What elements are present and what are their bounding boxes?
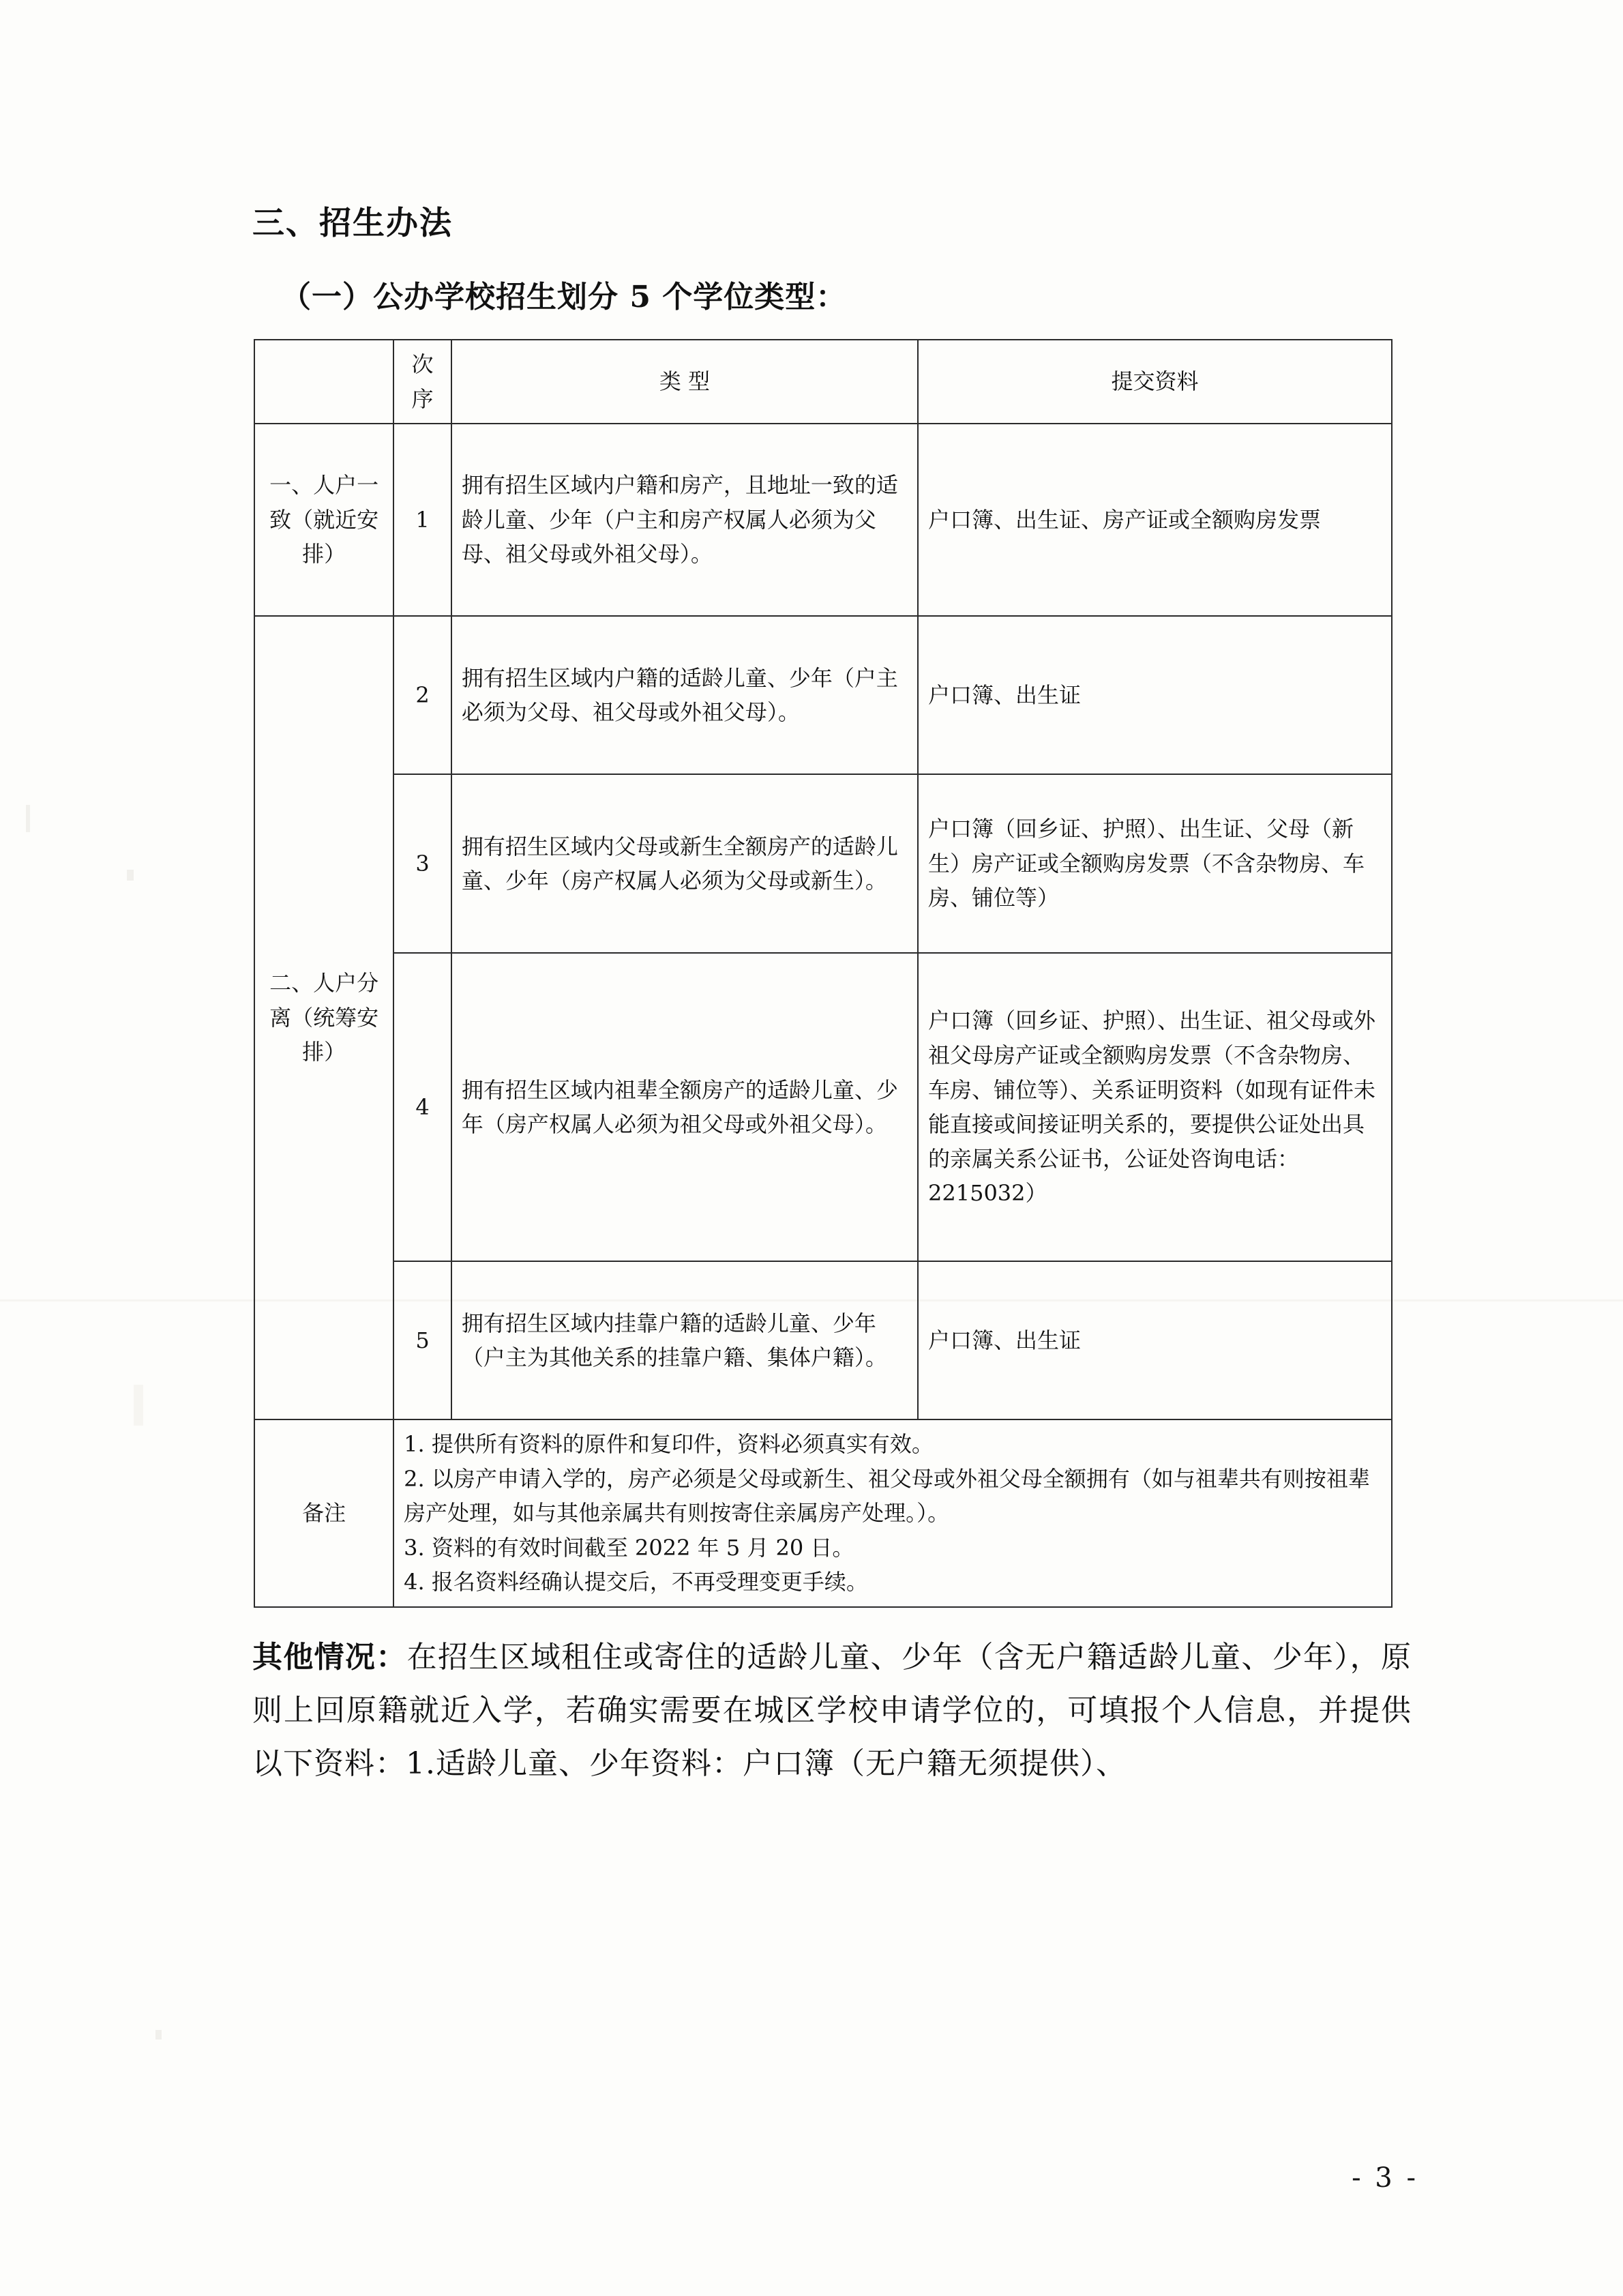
header-order: 次序	[393, 340, 451, 424]
header-category	[254, 340, 393, 424]
row-materials-2: 户口簿、出生证	[918, 616, 1392, 774]
table-row	[254, 1261, 1392, 1419]
footer-note-1: 1. 提供所有资料的原件和复印件，资料必须真实有效。	[404, 1431, 934, 1458]
other-situations-paragraph	[252, 1631, 1412, 1791]
footer-note-3: 3. 资料的有效时间截至 2022 年 5 月 20 日。	[404, 1534, 854, 1561]
row-category-1: 一、人户一致（就近安排）	[254, 424, 393, 616]
row-type-5: 拥有招生区域内挂靠户籍的适龄儿童、少年（户主为其他关系的挂靠户籍、集体户籍）。	[451, 1261, 918, 1419]
footer-note-4: 4. 报名资料经确认提交后，不再受理变更手续。	[404, 1569, 868, 1595]
row-order-2: 2	[393, 616, 451, 774]
row-category-2: 二、人户分离（统筹安排）	[254, 616, 393, 1419]
row-order-4: 4	[393, 953, 451, 1261]
row-order-1: 1	[393, 424, 451, 616]
page-number: - 3 -	[1352, 2162, 1418, 2194]
enrollment-types-table	[254, 339, 1393, 1608]
header-type: 类 型	[451, 340, 918, 424]
scan-artifact-left-2	[127, 870, 134, 881]
row-materials-5: 户口簿、出生证	[918, 1261, 1392, 1419]
footer-note-2: 2. 以房产申请入学的，房产必须是父母或新生、祖父母或外祖父母全额拥有（如与祖辈共有则按祖辈房产处理，如与其他亲属共有则按寄住亲属房产处理。）。	[404, 1465, 1370, 1527]
table-row	[254, 953, 1392, 1261]
paragraph-lead: 其他情况：	[252, 1639, 407, 1675]
row-type-3: 拥有招生区域内父母或新生全额房产的适龄儿童、少年（房产权属人必须为父母或新生）。	[451, 774, 918, 953]
section-heading: 三、招生办法	[252, 205, 453, 242]
row-type-4: 拥有招生区域内祖辈全额房产的适龄儿童、少年（房产权属人必须为祖父母或外祖父母）。	[451, 953, 918, 1261]
table-header-row	[254, 340, 1392, 424]
footer-notes	[393, 1419, 1392, 1607]
scan-artifact-left-3	[134, 1385, 143, 1426]
document-content	[252, 198, 1412, 1791]
row-order-5: 5	[393, 1261, 451, 1419]
table-row	[254, 424, 1392, 616]
row-type-1: 拥有招生区域内户籍和房产，且地址一致的适龄儿童、少年（户主和房产权属人必须为父母、祖父母或外祖父母）。	[451, 424, 918, 616]
table-row	[254, 774, 1392, 953]
scan-artifact-left-4	[155, 2030, 162, 2040]
scan-artifact-left-1	[26, 805, 30, 832]
row-materials-4: 户口簿（回乡证、护照）、出生证、祖父母或外祖父母房产证或全额购房发票（不含杂物房、车房、铺位等）、关系证明资料（如现有证件未能直接或间接证明关系的，要提供公证处出具的亲属关系公证书，公证处咨询电话：2215032）	[918, 953, 1392, 1261]
header-materials: 提交资料	[918, 340, 1392, 424]
paragraph-text: 在招生区域租住或寄住的适龄儿童、少年（含无户籍适龄儿童、少年），原则上回原籍就近入学，若确实需要在城区学校申请学位的，可填报个人信息，并提供以下资料：1.适龄儿童、少年资料：户口簿（无户籍无须提供）、	[252, 1639, 1412, 1782]
row-materials-3: 户口簿（回乡证、护照）、出生证、父母（新生）房产证或全额购房发票（不含杂物房、车房、铺位等）	[918, 774, 1392, 953]
row-order-3: 3	[393, 774, 451, 953]
row-type-2: 拥有招生区域内户籍的适龄儿童、少年（户主必须为父母、祖父母或外祖父母）。	[451, 616, 918, 774]
row-materials-1: 户口簿、出生证、房产证或全额购房发票	[918, 424, 1392, 616]
table-row	[254, 616, 1392, 774]
table-footer-row	[254, 1419, 1392, 1607]
sub-heading: （一）公办学校招生划分 5 个学位类型：	[281, 280, 847, 314]
footer-label: 备注	[254, 1419, 393, 1607]
